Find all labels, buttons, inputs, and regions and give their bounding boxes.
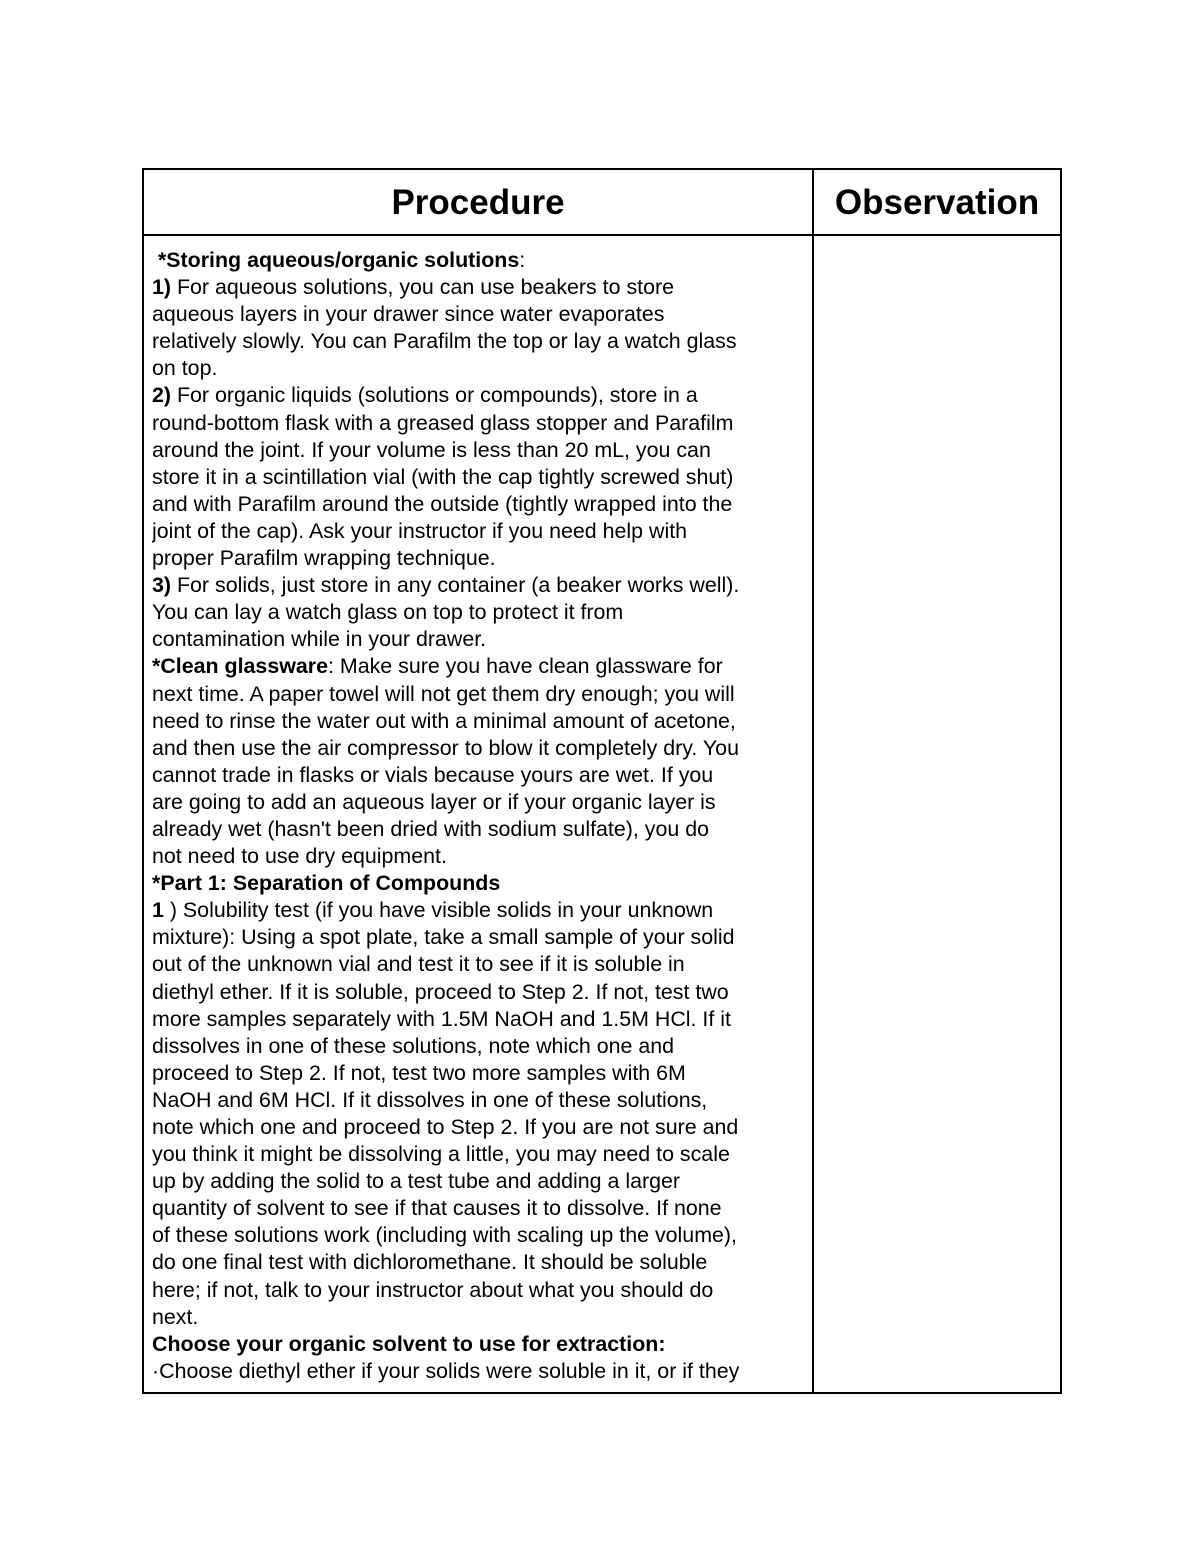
text-segment: ) Solubility test (if you have visible solids in your unknown: [163, 898, 714, 923]
procedure-line: [152, 653, 804, 680]
procedure-line: [152, 1168, 804, 1195]
procedure-line: [152, 924, 804, 951]
procedure-line: [152, 735, 804, 762]
text-segment: joint of the cap). Ask your instructor if you need help with: [152, 518, 688, 543]
procedure-line: [152, 681, 804, 708]
procedure-line: [152, 328, 804, 355]
procedure-line: [152, 1249, 804, 1276]
procedure-line: [152, 626, 804, 653]
procedure-line: [152, 897, 804, 924]
procedure-line: [152, 870, 804, 897]
procedure-line: [152, 708, 804, 735]
procedure-line: [152, 951, 804, 978]
procedure-line: [152, 599, 804, 626]
procedure-line: [152, 843, 804, 870]
text-segment: next time. A paper towel will not get them dry enough; you will: [152, 681, 735, 706]
text-segment: round-bottom flask with a greased glass stopper and Parafilm: [152, 410, 734, 435]
procedure-line: [152, 816, 804, 843]
procedure-line: [152, 1060, 804, 1087]
table-body-row: [143, 235, 1061, 1393]
table-header-row: [143, 169, 1061, 235]
procedure-header: Procedure: [143, 169, 813, 235]
procedure-line: [152, 1277, 804, 1304]
procedure-line: [152, 464, 804, 491]
text-segment: next.: [152, 1304, 199, 1329]
bold-segment: *Clean glassware: [152, 654, 328, 679]
procedure-line: [152, 382, 804, 409]
text-segment: need to rinse the water out with a minimal amount of acetone,: [152, 708, 736, 733]
procedure-line: [152, 437, 804, 464]
procedure-line: [152, 1114, 804, 1141]
text-segment: here; if not, talk to your instructor about what you should do: [152, 1277, 714, 1302]
procedure-line: [152, 1087, 804, 1114]
text-segment: ·Choose diethyl ether if your solids were soluble in it, or if they: [152, 1358, 740, 1383]
text-segment: proper Parafilm wrapping technique.: [152, 546, 496, 571]
bold-segment: 1: [152, 898, 164, 923]
text-segment: contamination while in your drawer.: [152, 627, 487, 652]
text-segment: out of the unknown vial and test it to see if it is soluble in: [152, 952, 685, 977]
text-segment: mixture): Using a spot plate, take a small sample of your solid: [152, 925, 735, 950]
procedure-line: [152, 518, 804, 545]
text-segment: are going to add an aqueous layer or if your organic layer is: [152, 789, 716, 814]
procedure-cell: [143, 235, 813, 1393]
bold-segment: 1): [152, 275, 172, 300]
text-segment: : Make sure you have clean glassware for: [327, 654, 723, 679]
text-segment: For organic liquids (solutions or compounds), store in a: [171, 383, 698, 408]
procedure-line: [152, 979, 804, 1006]
procedure-line: [152, 1331, 804, 1358]
text-segment: For solids, just store in any container (a beaker works well).: [171, 573, 740, 598]
procedure-line: [152, 789, 804, 816]
text-segment: on top.: [152, 356, 218, 381]
text-segment: quantity of solvent to see if that causes it to dissolve. If none: [152, 1196, 722, 1221]
procedure-line: [152, 1304, 804, 1331]
procedure-line: [152, 1141, 804, 1168]
procedure-line: [152, 1195, 804, 1222]
procedure-line: [152, 545, 804, 572]
text-segment: store it in a scintillation vial (with the cap tightly screwed shut): [152, 464, 734, 489]
text-segment: cannot trade in flasks or vials because yours are wet. If you: [152, 762, 714, 787]
text-segment: not need to use dry equipment.: [152, 844, 447, 869]
procedure-line: [152, 410, 804, 437]
procedure-line: [152, 1033, 804, 1060]
text-segment: relatively slowly. You can Parafilm the top or lay a watch glass: [152, 329, 737, 354]
bold-segment: *Part 1: Separation of Compounds: [152, 871, 501, 896]
observation-header: Observation: [813, 169, 1061, 235]
text-segment: you think it might be dissolving a little, you may need to scale: [152, 1142, 730, 1167]
observation-cell: [813, 235, 1061, 1393]
procedure-text: [152, 247, 804, 1385]
bold-segment: 2): [152, 383, 172, 408]
text-segment: You can lay a watch glass on top to protect it from: [152, 600, 624, 625]
text-segment: proceed to Step 2. If not, test two more samples with 6M: [152, 1060, 686, 1085]
text-segment: up by adding the solid to a test tube and adding a larger: [152, 1169, 681, 1194]
procedure-line: [152, 274, 804, 301]
procedure-line: [152, 355, 804, 382]
procedure-line: [152, 1006, 804, 1033]
text-segment: :: [519, 248, 526, 272]
bold-segment: *Storing aqueous/organic solutions: [152, 248, 520, 272]
text-segment: note which one and proceed to Step 2. If you are not sure and: [152, 1115, 739, 1139]
text-segment: and with Parafilm around the outside (tightly wrapped into the: [152, 491, 733, 516]
procedure-line: [152, 301, 804, 328]
bold-segment: 3): [152, 573, 172, 598]
text-segment: For aqueous solutions, you can use beakers to store: [171, 275, 675, 300]
text-segment: aqueous layers in your drawer since water evaporates: [152, 302, 665, 327]
bold-segment: Choose your organic solvent to use for extraction:: [152, 1331, 666, 1356]
text-segment: already wet (hasn't been dried with sodium sulfate), you do: [152, 816, 709, 841]
text-segment: dissolves in one of these solutions, note which one and: [152, 1033, 675, 1058]
text-segment: NaOH and 6M HCl. If it dissolves in one of these solutions,: [152, 1087, 708, 1112]
procedure-line: [152, 1222, 804, 1249]
text-segment: around the joint. If your volume is less than 20 mL, you can: [152, 437, 711, 462]
text-segment: diethyl ether. If it is soluble, proceed to Step 2. If not, test two: [152, 979, 729, 1004]
procedure-line: [152, 491, 804, 518]
procedure-line: [152, 1358, 804, 1385]
procedure-observation-table: [142, 168, 1062, 1394]
text-segment: more samples separately with 1.5M NaOH and 1.5M HCl. If it: [152, 1006, 731, 1031]
procedure-line: [152, 247, 804, 274]
text-segment: do one final test with dichloromethane. It should be soluble: [152, 1250, 708, 1275]
text-segment: and then use the air compressor to blow it completely dry. You: [152, 735, 739, 760]
procedure-line: [152, 762, 804, 789]
text-segment: of these solutions work (including with scaling up the volume),: [152, 1223, 737, 1248]
procedure-line: [152, 572, 804, 599]
